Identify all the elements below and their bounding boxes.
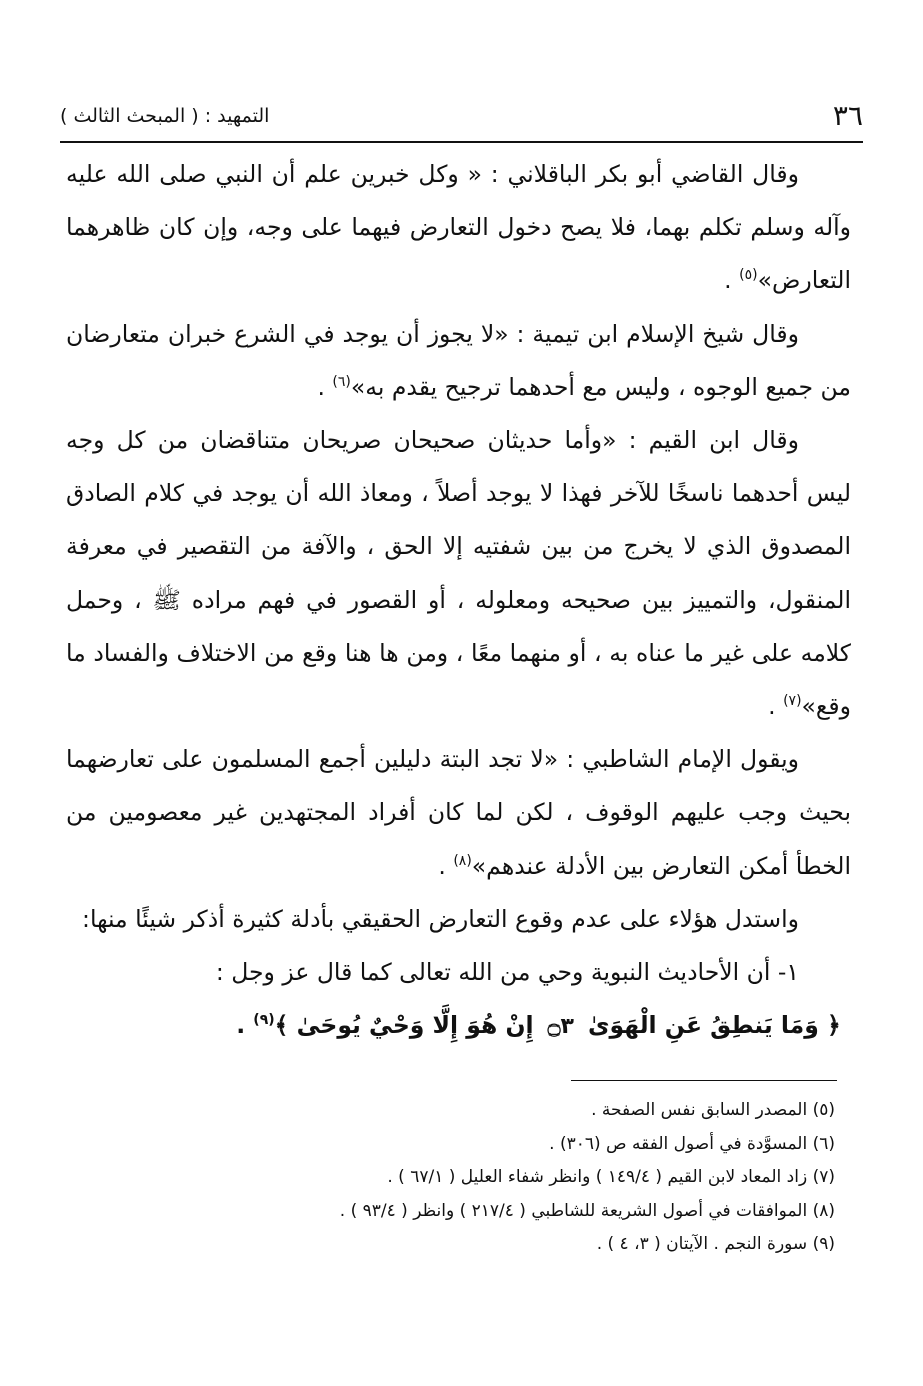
list-item-first-evidence: ١- أن الأحاديث النبوية وحي من الله تعالى كما قال عز وجل : <box>215 958 799 987</box>
footnote-ref: (٦) <box>332 373 351 390</box>
footnote-8: (٨) الموافقات في أصول الشريعة للشاطبي ( ٢١٧/٤ ) وانظر ( ٩٣/٤ ) . <box>339 1200 835 1221</box>
paragraph-text: وقال القاضي أبو بكر الباقلاني : « وكل خبرين علم أن النبي صلى الله عليه وآله وسلم تكلم بهما، فلا يصح دخول التعارض فيهما على وجه، وإن كان ظاهرهما التعارض» <box>66 160 851 295</box>
paragraph-baqillani <box>66 148 851 308</box>
verse-end: . <box>236 1011 254 1040</box>
paragraph-shatibi <box>66 733 851 893</box>
paragraph-end: . <box>317 372 333 401</box>
header-rule <box>60 141 863 143</box>
paragraph-text: وقال شيخ الإسلام ابن تيمية : «لا يجوز أن يوجد في الشرع خبران متعارضان من جميع الوجوه ، وليس مع أحدهما ترجيح يقدم به» <box>66 319 851 401</box>
running-head: التمهيد : ( المبحث الثالث ) <box>60 105 270 127</box>
footnote-ref: (٥) <box>739 267 758 284</box>
footnote-separator <box>571 1080 837 1081</box>
footnotes <box>80 1094 835 1262</box>
main-text <box>66 148 851 1053</box>
footnote-ref: (٨) <box>453 852 472 869</box>
verse-part-one: ﴿ وَمَا يَنطِقُ عَنِ الْهَوَىٰ <box>587 1011 841 1040</box>
ayah-number-icon: ۝٣ <box>547 1014 574 1040</box>
footnote-7: (٧) زاد المعاد لابن القيم ( ١٤٩/٤ ) وانظر شفاء العليل ( ٦٧/١ ) . <box>387 1167 835 1187</box>
footnote-ref: (٩) <box>253 1012 275 1029</box>
paragraph-text: ويقول الإمام الشاطبي : «لا تجد البتة دليلين أجمع المسلمون على تعارضهما بحيث وجب عليهم الوقوف ، لكن لما كان أفراد المجتهدين غير معصومين من الخطأ أمكن التعارض بين الأدلة عندهم» <box>66 745 851 880</box>
paragraph-evidence-intro: واستدل هؤلاء على عدم وقوع التعارض الحقيقي بأدلة كثيرة أذكر شيئًا منها: <box>82 904 799 933</box>
quran-verse <box>66 999 851 1053</box>
footnote-5: (٥) المصدر السابق نفس الصفحة . <box>591 1100 835 1120</box>
paragraph-ibn-qayyim <box>66 414 851 733</box>
footnote-6: (٦) المسوَّدة في أصول الفقه ص (٣٠٦) . <box>549 1133 835 1154</box>
paragraph-text: وقال ابن القيم : «وأما حديثان صحيحان صريحان متناقضان من كل وجه ليس أحدهما ناسخًا للآخر فهذا لا يوجد أصلاً ، ومعاذ الله أن يوجد في كلام الصادق المصدوق الذي لا يخرج من بين شفتيه إلا الحق ، والآفة من التقصير في معرفة المنقول، والتمييز بين صحيحه ومعلوله ، أو القصور في فهم مراده ﷺ ، وحمل كلامه على غير ما عناه به ، أو منهما معًا ، ومن ها هنا وقع من الاختلاف والفساد ما وقع» <box>66 426 851 721</box>
page-header <box>60 96 863 138</box>
paragraph-end: . <box>768 692 784 721</box>
paragraph-end: . <box>438 851 454 880</box>
paragraph-ibn-taymiyya <box>66 308 851 414</box>
verse-part-two: إِنْ هُوَ إِلَّا وَحْيٌ يُوحَىٰ ﴾ <box>274 1011 534 1040</box>
paragraph-end: . <box>724 266 740 295</box>
page-number: ٣٦ <box>832 99 863 132</box>
footnote-9: (٩) سورة النجم . الآيتان ( ٣، ٤ ) . <box>596 1234 835 1254</box>
footnote-ref: (٧) <box>783 693 802 710</box>
